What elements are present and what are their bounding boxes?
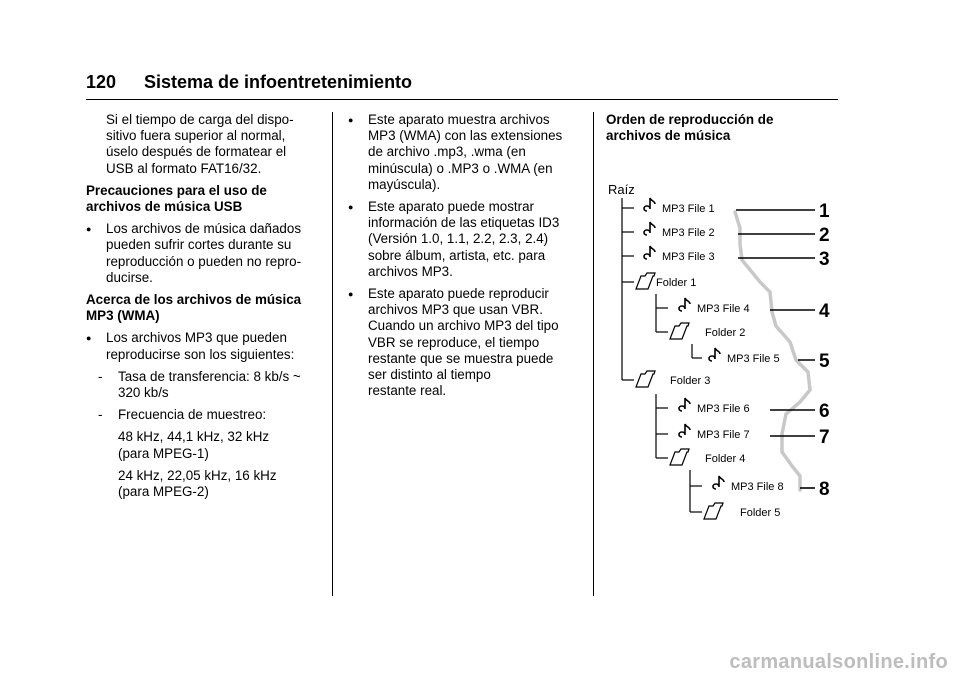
bullet-text: Este aparato puede mostrar información de las etiquetas ID3 (Versión 1.0, 1.1, 2.2, 2.3, 2.4) sobre álbum, artista, etc. para archivos MP3. <box>368 199 560 279</box>
folder-label: Folder 3 <box>670 375 711 387</box>
folder-label: Folder 1 <box>656 277 697 289</box>
file-label: MP3 File 5 <box>727 353 780 365</box>
page-number: 120 <box>86 72 117 92</box>
bullet-marker: ● <box>348 115 354 125</box>
bullet-text: Los archivos MP3 que pueden reproducirse son los siguientes: <box>106 330 295 362</box>
file-item <box>644 246 715 263</box>
heading-about-mp3: Acerca de los archivos de música MP3 (WMA) <box>86 292 302 324</box>
heading-playback-order: Orden de reproducción de archivos de música <box>606 112 774 144</box>
sampling-mpeg1: 48 kHz, 44,1 kHz, 32 kHz (para MPEG-1) <box>118 429 270 461</box>
bullet-marker: ● <box>348 289 354 300</box>
folder-label: Folder 4 <box>705 453 746 465</box>
file-item <box>679 298 750 315</box>
dash-marker: - <box>98 368 103 384</box>
folder-item <box>636 273 696 289</box>
file-label: MP3 File 6 <box>697 403 750 415</box>
file-item <box>709 348 780 365</box>
file-label: MP3 File 7 <box>697 429 750 441</box>
file-label: MP3 File 1 <box>662 203 715 215</box>
order-number: 6 <box>819 401 830 422</box>
page-title: Sistema de infoentretenimiento <box>144 72 413 92</box>
root-label: Raíz <box>608 182 635 197</box>
folder-item <box>670 323 745 339</box>
heading-precautions: Precauciones para el uso de archivos de música USB <box>86 182 267 215</box>
order-number: 1 <box>819 201 830 222</box>
bullet-marker: ● <box>348 202 354 213</box>
file-item <box>644 222 715 239</box>
sampling-mpeg2: 24 kHz, 22,05 kHz, 16 kHz (para MPEG-2) <box>118 467 277 500</box>
file-item <box>713 476 784 493</box>
paragraph-usb-format: Si el tiempo de carga del dispo- sitivo fuera superior al normal, úselo después de formatear el USB al formato FAT16/32. <box>106 112 294 176</box>
order-number: 8 <box>819 479 830 500</box>
file-item <box>644 198 715 215</box>
dash-text: Frecuencia de muestreo: <box>118 407 267 423</box>
order-connectors <box>736 210 815 488</box>
folder-item <box>636 371 710 387</box>
tree-lines <box>622 198 702 512</box>
file-label: MP3 File 4 <box>697 303 750 315</box>
dash-marker: - <box>98 407 103 423</box>
dash-text: Tasa de transferencia: 8 kb/s ~ 320 kb/s <box>118 368 301 401</box>
folder-item <box>670 449 745 465</box>
bullet-marker: ● <box>86 224 92 235</box>
bullet-marker: ● <box>86 333 92 344</box>
bullet-text: Este aparato muestra archivos MP3 (WMA) con las extensiones de archivo .mp3, .wma (en minúscula) o .MP3 o .WMA (en mayúscula). <box>368 112 563 192</box>
file-item <box>679 398 750 415</box>
order-number: 5 <box>819 351 830 372</box>
bullet-text: Este aparato puede reproducir archivos MP3 que usan VBR. Cuando un archivo MP3 del tipo VBR se reproduce, el tiempo restante que se muestra puede ser distinto al tiempo restante real. <box>368 286 559 399</box>
bullet-text: Los archivos de música dañados pueden sufrir cortes durante su reproducción o pueden no repro- ducirse. <box>106 221 302 285</box>
file-item <box>679 424 750 441</box>
folder-item <box>704 503 780 519</box>
order-number: 2 <box>819 225 830 246</box>
order-number: 4 <box>819 301 830 322</box>
file-label: MP3 File 3 <box>662 251 715 263</box>
file-label: MP3 File 2 <box>662 227 715 239</box>
file-label: MP3 File 8 <box>731 481 784 493</box>
folder-label: Folder 5 <box>740 507 781 519</box>
order-number: 7 <box>819 427 830 448</box>
playback-path <box>735 212 810 490</box>
order-number: 3 <box>819 249 830 270</box>
folder-label: Folder 2 <box>705 327 746 339</box>
watermark: carmanualsonline.info <box>729 651 948 673</box>
